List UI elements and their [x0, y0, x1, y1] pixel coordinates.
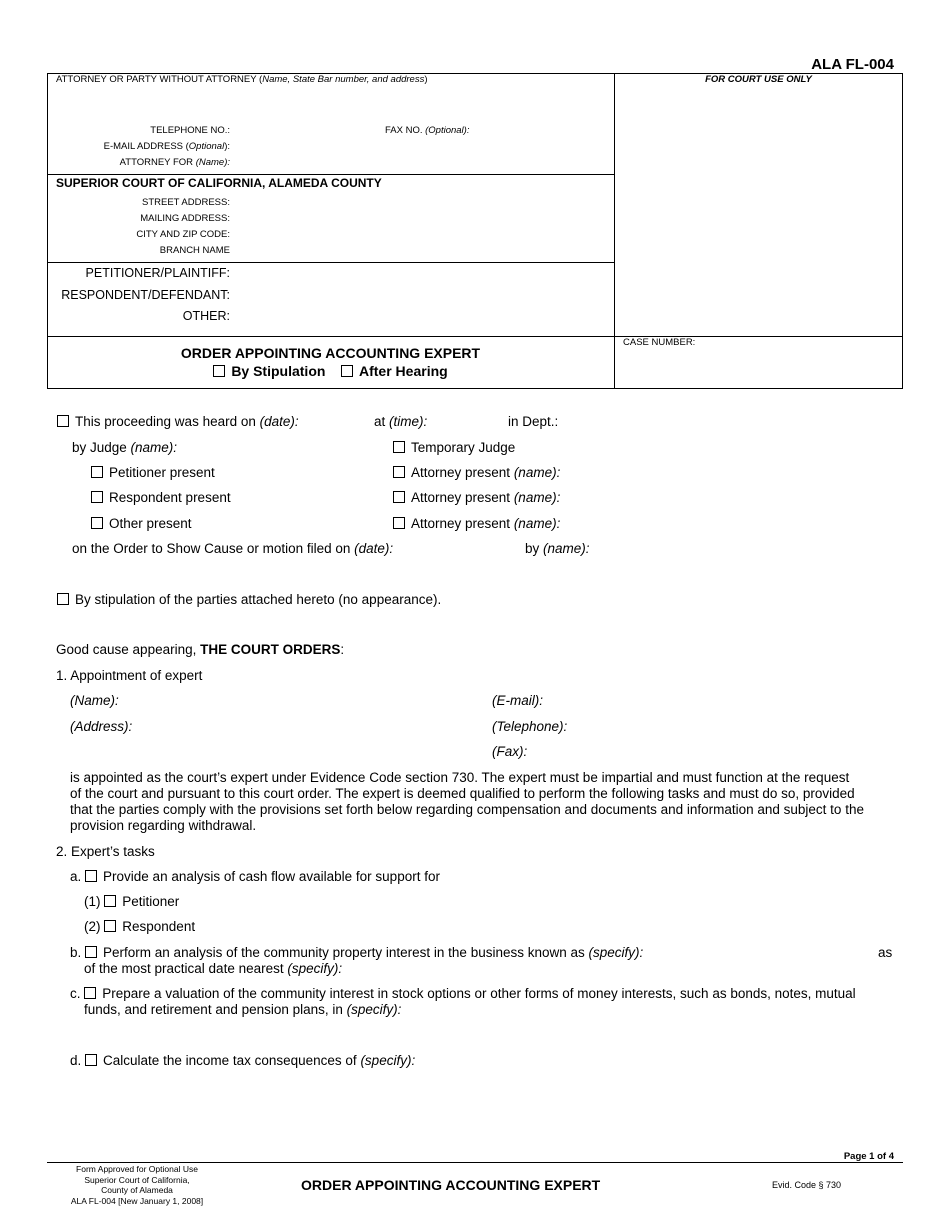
attorney-label: ATTORNEY OR PARTY WITHOUT ATTORNEY (Name, State Bar number, and address) [56, 74, 428, 85]
expert-fax-label: (Fax): [492, 744, 528, 759]
petitioner-present-row: Petitioner present [91, 465, 215, 480]
by-stipulation-label: By Stipulation [231, 363, 326, 379]
expert-name-label: (Name): [70, 693, 119, 708]
task-c-checkbox[interactable] [84, 987, 96, 999]
hearing-dept-label: in Dept.: [508, 414, 559, 429]
expert-email-label: (E-mail): [492, 693, 543, 708]
petitioner-label: PETITIONER/PLAINTIFF: [85, 266, 230, 280]
parties-title-divider [47, 336, 903, 337]
street-address-label: STREET ADDRESS: [142, 197, 230, 208]
task-a-row: a. Provide an analysis of cash flow available for support for [70, 869, 440, 884]
task-a2-checkbox[interactable] [104, 920, 116, 932]
attorney-present-checkbox-1[interactable] [393, 466, 405, 478]
by-stipulation-checkbox[interactable] [213, 365, 225, 377]
appointment-paragraph-line-3: that the parties comply with the provisions set forth below regarding compensation and documents and information and subject to the [70, 802, 864, 817]
respondent-present-row: Respondent present [91, 490, 231, 505]
attorney-present-row-1: Attorney present (name): [393, 465, 560, 480]
osc-filed-line: on the Order to Show Cause or motion filed on (date): [72, 541, 394, 556]
email-label: E-MAIL ADDRESS (Optional): [103, 141, 230, 152]
good-cause-line: Good cause appearing, THE COURT ORDERS: [56, 642, 345, 657]
appointment-paragraph-line-4: provision regarding withdrawal. [70, 818, 257, 833]
caption-bottom-border [47, 388, 903, 389]
footer-rule [47, 1162, 903, 1163]
temporary-judge-row: Temporary Judge [393, 440, 515, 455]
attorney-present-checkbox-3[interactable] [393, 517, 405, 529]
form-id: ALA FL-004 [811, 56, 894, 73]
footer-approval [47, 1164, 227, 1206]
item-2-heading: 2. Expert’s tasks [56, 844, 155, 859]
temporary-judge-checkbox[interactable] [393, 441, 405, 453]
hearing-time-label: at (time): [374, 414, 428, 429]
city-zip-label: CITY AND ZIP CODE: [136, 229, 230, 240]
task-a1-checkbox[interactable] [104, 895, 116, 907]
task-b-checkbox[interactable] [85, 946, 97, 958]
footer-approval-line-3: County of Alameda [101, 1185, 173, 1195]
form-title: ORDER APPOINTING ACCOUNTING EXPERT [180, 345, 481, 361]
respondent-label: RESPONDENT/DEFENDANT: [61, 288, 230, 302]
attorney-for-label: ATTORNEY FOR (Name): [119, 157, 230, 168]
task-d-row: d. Calculate the income tax consequences of (specify): [70, 1053, 416, 1068]
footer-code: Evid. Code § 730 [772, 1180, 842, 1190]
footer-approval-line-2: Superior Court of California, [84, 1174, 190, 1185]
stipulation-checkbox[interactable] [57, 593, 69, 605]
respondent-present-checkbox[interactable] [91, 491, 103, 503]
branch-name-label: BRANCH NAME [159, 245, 230, 256]
osc-by-name: by (name): [525, 541, 590, 556]
task-a-checkbox[interactable] [85, 870, 97, 882]
fax-label: FAX NO. (Optional): [385, 125, 470, 136]
task-b-row: b. Perform an analysis of the community property interest in the business known as (specify): [70, 945, 644, 960]
petitioner-present-checkbox[interactable] [91, 466, 103, 478]
expert-address-label: (Address): [70, 719, 133, 734]
other-present-row: Other present [91, 516, 192, 531]
task-d-checkbox[interactable] [85, 1054, 97, 1066]
caption-divider [614, 73, 615, 388]
footer-approval-line-4: ALA FL-004 [New January 1, 2008] [70, 1195, 204, 1206]
item-1-heading: 1. Appointment of expert [56, 668, 203, 683]
court-use-only: FOR COURT USE ONLY [705, 74, 812, 85]
heard-on-row: This proceeding was heard on (date): [57, 414, 299, 429]
attorney-present-row-3: Attorney present (name): [393, 516, 560, 531]
task-c-line-2: funds, and retirement and pension plans, in (specify): [84, 1002, 402, 1017]
stipulation-row: By stipulation of the parties attached hereto (no appearance). [57, 592, 441, 607]
expert-telephone-label: (Telephone): [492, 719, 568, 734]
mailing-address-label: MAILING ADDRESS: [140, 213, 230, 224]
footer-approval-line-1: Form Approved for Optional Use [76, 1164, 198, 1174]
after-hearing-label: After Hearing [359, 363, 448, 379]
court-name: SUPERIOR COURT OF CALIFORNIA, ALAMEDA COUNTY [56, 176, 382, 190]
page-number: Page 1 of 4 [843, 1151, 894, 1162]
court-parties-divider [47, 262, 614, 263]
task-b-as: as [878, 945, 893, 960]
after-hearing-checkbox[interactable] [341, 365, 353, 377]
judge-label: by Judge (name): [72, 440, 178, 455]
task-b-line-2: of the most practical date nearest (specify): [84, 961, 343, 976]
attorney-present-checkbox-2[interactable] [393, 491, 405, 503]
footer-title: ORDER APPOINTING ACCOUNTING EXPERT [301, 1177, 601, 1193]
other-label: OTHER: [182, 309, 230, 323]
task-a2-row: (2) Respondent [84, 919, 196, 934]
heard-on-checkbox[interactable] [57, 415, 69, 427]
attorney-present-row-2: Attorney present (name): [393, 490, 560, 505]
caption-right-border [902, 73, 903, 388]
appointment-paragraph-line-2: of the court and pursuant to this court order. The expert is deemed qualified to perform the following tasks and must do so, provided [70, 786, 855, 801]
other-present-checkbox[interactable] [91, 517, 103, 529]
appointment-paragraph-line-1: is appointed as the court’s expert under Evidence Code section 730. The expert must be impartial and must function at the request [70, 770, 850, 785]
case-number-label: CASE NUMBER: [623, 337, 696, 348]
attorney-court-divider [47, 174, 614, 175]
task-c-row: c. Prepare a valuation of the community interest in stock options or other forms of money interests, such as bonds, notes, mutual [70, 986, 856, 1001]
telephone-label: TELEPHONE NO.: [150, 125, 230, 136]
task-a1-row: (1) Petitioner [84, 894, 180, 909]
title-options [47, 363, 614, 379]
